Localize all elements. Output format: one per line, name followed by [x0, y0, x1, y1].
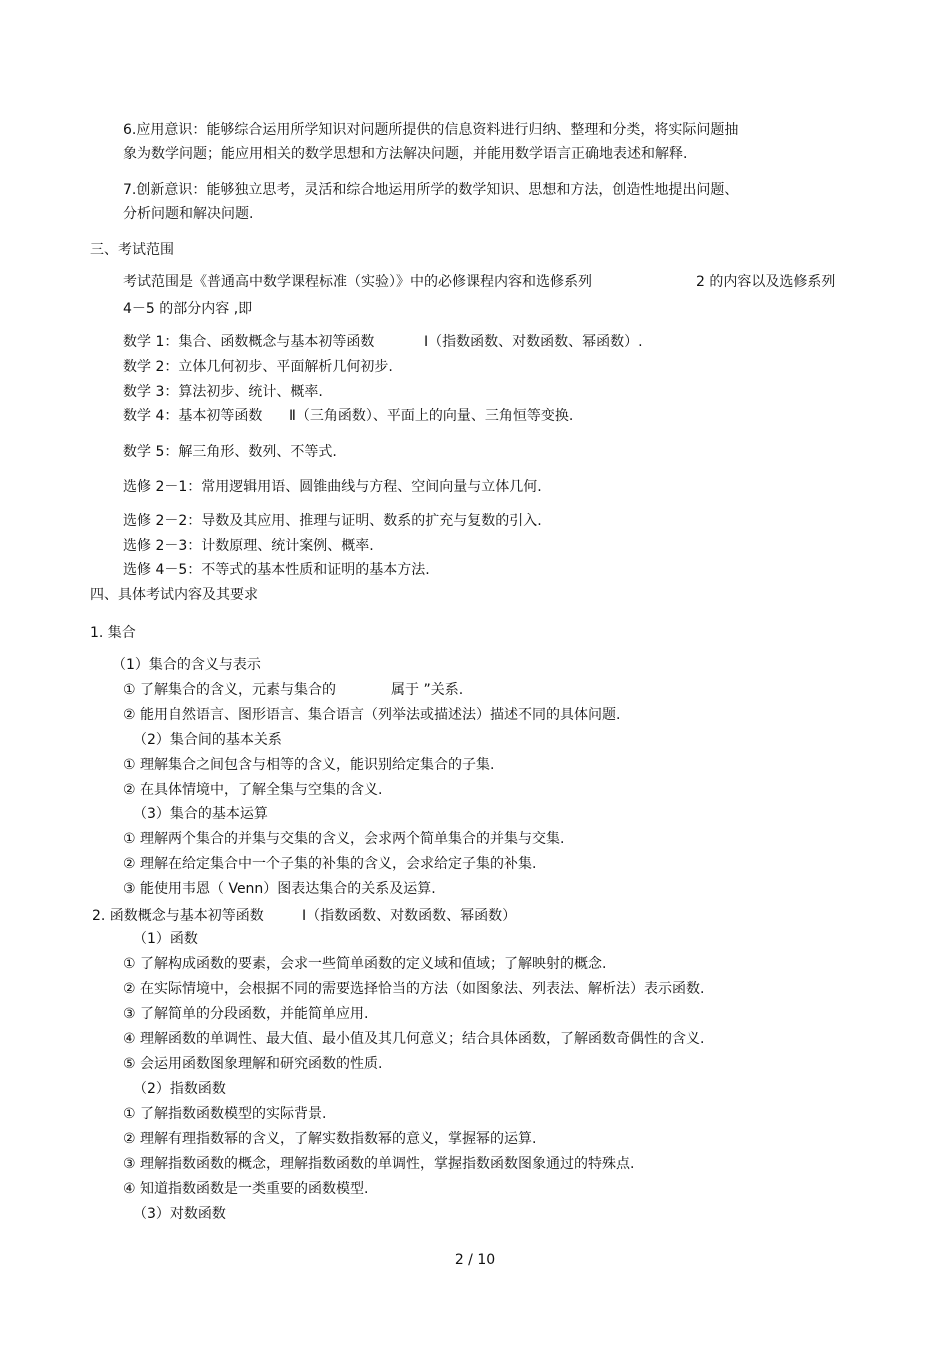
- text-line: 数学 5：解三角形、数列、不等式.: [123, 444, 337, 460]
- text-line: ② 能用自然语言、图形语言、集合语言（列举法或描述法）描述不同的具体问题.: [123, 707, 621, 723]
- text-line: 数学 1：集合、函数概念与基本初等函数: [123, 334, 375, 350]
- text-line: ② 理解在给定集合中一个子集的补集的含义，会求给定子集的补集.: [123, 856, 537, 872]
- subsection-heading: 1. 集合: [90, 625, 136, 641]
- text-line: ③ 能使用韦恩（ Venn）图表达集合的关系及运算.: [123, 881, 436, 897]
- page-number: 2 / 10: [454, 1252, 496, 1268]
- text-line: ② 理解有理指数幂的含义，了解实数指数幂的意义，掌握幂的运算.: [123, 1131, 537, 1147]
- text-line: ① 理解两个集合的并集与交集的含义，会求两个简单集合的并集与交集.: [123, 831, 565, 847]
- text-line: ① 了解集合的含义，元素与集合的: [123, 682, 337, 698]
- text-line: ④ 理解函数的单调性、最大值、最小值及其几何意义；结合具体函数，了解函数奇偶性的含义.: [123, 1031, 705, 1047]
- text-line: 6.应用意识：能够综合运用所学知识对问题所提供的信息资料进行归纳、整理和分类，将实际问题抽: [123, 122, 739, 138]
- text-line: 选修 2－3：计数原理、统计案例、概率.: [123, 538, 374, 554]
- subsection-heading: Ⅰ（指数函数、对数函数、幂函数）: [302, 908, 517, 924]
- text-line: ⑤ 会运用函数图象理解和研究函数的性质.: [123, 1056, 383, 1072]
- text-line: 选修 4－5：不等式的基本性质和证明的基本方法.: [123, 562, 430, 578]
- text-line: Ⅰ（指数函数、对数函数、幂函数）.: [424, 334, 643, 350]
- text-line: （3）对数函数: [133, 1206, 226, 1222]
- text-line: 数学 3：算法初步、统计、概率.: [123, 384, 323, 400]
- text-line: 选修 2－1：常用逻辑用语、圆锥曲线与方程、空间向量与立体几何.: [123, 479, 542, 495]
- text-line: ② 在具体情境中，了解全集与空集的含义.: [123, 782, 383, 798]
- text-line: 4－5 的部分内容 ,即: [123, 301, 253, 317]
- text-line: 象为数学问题；能应用相关的数学思想和方法解决问题，并能用数学语言正确地表述和解释.: [123, 146, 688, 162]
- text-line: ① 了解指数函数模型的实际背景.: [123, 1106, 327, 1122]
- text-line: 分析问题和解决问题.: [123, 206, 254, 222]
- text-line: Ⅱ（三角函数）、平面上的向量、三角恒等变换.: [289, 408, 574, 424]
- text-line: 选修 2－2：导数及其应用、推理与证明、数系的扩充与复数的引入.: [123, 513, 542, 529]
- text-line: ① 了解构成函数的要素，会求一些简单函数的定义域和值域；了解映射的概念.: [123, 956, 607, 972]
- text-line: 考试范围是《普通高中数学课程标准（实验）》中的必修课程内容和选修系列: [123, 274, 592, 290]
- text-line: （1）集合的含义与表示: [112, 657, 261, 673]
- text-line: ③ 理解指数函数的概念，理解指数函数的单调性，掌握指数函数图象通过的特殊点.: [123, 1156, 635, 1172]
- subsection-heading: 2. 函数概念与基本初等函数: [92, 908, 264, 924]
- text-line: ② 在实际情境中，会根据不同的需要选择恰当的方法（如图象法、列表法、解析法）表示函数.: [123, 981, 705, 997]
- text-line: 2 的内容以及选修系列: [696, 274, 836, 290]
- text-line: ③ 了解简单的分段函数，并能简单应用.: [123, 1006, 369, 1022]
- text-line: （3）集合的基本运算: [133, 806, 268, 822]
- text-line: 属于 ”关系.: [391, 682, 464, 698]
- text-line: （1）函数: [133, 931, 198, 947]
- text-line: ① 理解集合之间包含与相等的含义，能识别给定集合的子集.: [123, 757, 495, 773]
- text-line: ④ 知道指数函数是一类重要的函数模型.: [123, 1181, 369, 1197]
- text-line: （2）集合间的基本关系: [133, 732, 282, 748]
- text-line: （2）指数函数: [133, 1081, 226, 1097]
- text-line: 数学 4：基本初等函数: [123, 408, 263, 424]
- text-line: 数学 2：立体几何初步、平面解析几何初步.: [123, 359, 393, 375]
- text-line: 7.创新意识：能够独立思考，灵活和综合地运用所学的数学知识、思想和方法，创造性地提出问题、: [123, 182, 739, 198]
- section-heading: 四、具体考试内容及其要求: [90, 587, 258, 603]
- section-heading: 三、考试范围: [90, 242, 174, 258]
